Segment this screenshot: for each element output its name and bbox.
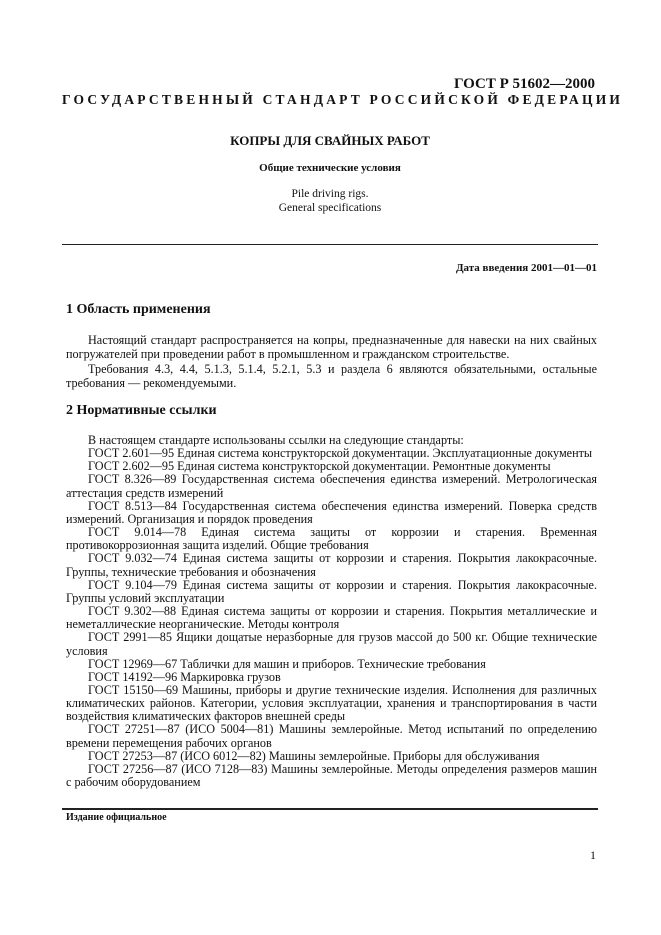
english-title [62, 187, 598, 215]
document-title: КОПРЫ ДЛЯ СВАЙНЫХ РАБОТ [230, 133, 430, 148]
section-2-body [66, 434, 597, 789]
document-subtitle: Общие технические условия [259, 162, 401, 174]
reference-item: ГОСТ 2.602—95 Единая система конструкторской документации. Ремонтные документы [88, 459, 551, 474]
introduction-date: Дата введения 2001—01—01 [455, 262, 597, 274]
reference-item: ГОСТ 12969—67 Таблички для машин и приборов. Технические требования [88, 656, 486, 671]
paragraph: Настоящий стандарт распространяется на копры, предназначенные для навески на них свайных погружателей при проведении работ в промышленном и гражданском строительстве. [66, 333, 597, 362]
paragraph: Требования 4.3, 4.4, 5.1.3, 5.1.4, 5.2.1, 5.3 и раздела 6 являются обязательными, остальные требования — рекомендуемыми. [66, 361, 597, 390]
page-number: 1 [590, 848, 596, 862]
reference-item: ГОСТ 27251—87 (ИСО 5004—81) Машины землеройные. Метод испытаний по определению времени перемещения рабочих органов [66, 722, 597, 750]
section-1-body [66, 333, 597, 390]
reference-item: ГОСТ 14192—96 Маркировка грузов [88, 669, 281, 684]
reference-item: ГОСТ 15150—69 Машины, приборы и другие технические изделия. Исполнения для различных климатических районов. Категории, условия эксплуатации, хранения и транспортирования в части воздействия климатических факторов внешней среды [66, 682, 597, 724]
references-intro: В настоящем стандарте использованы ссылки на следующие стандарты: [88, 433, 464, 447]
reference-item: ГОСТ 27256—87 (ИСО 7128—83) Машины землеройные. Методы определения размеров машин с рабочим оборудованием [66, 761, 597, 790]
english-title-line2: General specifications [278, 202, 382, 214]
reference-item: ГОСТ 2991—85 Ящики дощатые неразборные для грузов массой до 500 кг. Общие технические условия [66, 630, 597, 658]
reference-item: ГОСТ 8.513—84 Государственная система обеспечения единства измерений. Поверка средств измерений. Организация и порядок проведения [66, 498, 597, 526]
reference-item: ГОСТ 9.302—88 Единая система защиты от коррозии и старения. Покрытия металлические и неметаллические неорганические. Методы контроля [66, 604, 597, 632]
footer-divider [62, 808, 598, 810]
reference-item: ГОСТ 9.032—74 Единая система защиты от коррозии и старения. Покрытия лакокрасочные. Группы, технические требования и обозначения [66, 551, 597, 579]
section-1-heading: 1 Область применения [66, 302, 211, 317]
reference-item: ГОСТ 27253—87 (ИСО 6012—82) Машины землеройные. Приборы для обслуживания [88, 748, 540, 763]
section-2-heading: 2 Нормативные ссылки [66, 403, 217, 418]
reference-item: ГОСТ 8.326—89 Государственная система обеспечения единства измерений. Метрологическая аттестация средств измерений [66, 472, 597, 500]
reference-item: ГОСТ 2.601—95 Единая система конструкторской документации. Эксплуатационные документы [88, 446, 593, 461]
document-number: ГОСТ Р 51602—2000 [453, 76, 595, 92]
title-divider [62, 244, 598, 245]
english-title-line1: Pile driving rigs. [291, 188, 369, 200]
official-edition-note: Издание официальное [66, 812, 167, 823]
standard-banner: ГОСУДАРСТВЕННЫЙ СТАНДАРТ РОССИЙСКОЙ ФЕДЕРАЦИИ [62, 92, 624, 107]
reference-item: ГОСТ 9.014—78 Единая система защиты от коррозии и старения. Временная противокоррозионная защита изделий. Общие требования [66, 525, 597, 553]
reference-item: ГОСТ 9.104—79 Единая система защиты от коррозии и старения. Покрытия лакокрасочные. Группы условий эксплуатации [66, 577, 597, 605]
